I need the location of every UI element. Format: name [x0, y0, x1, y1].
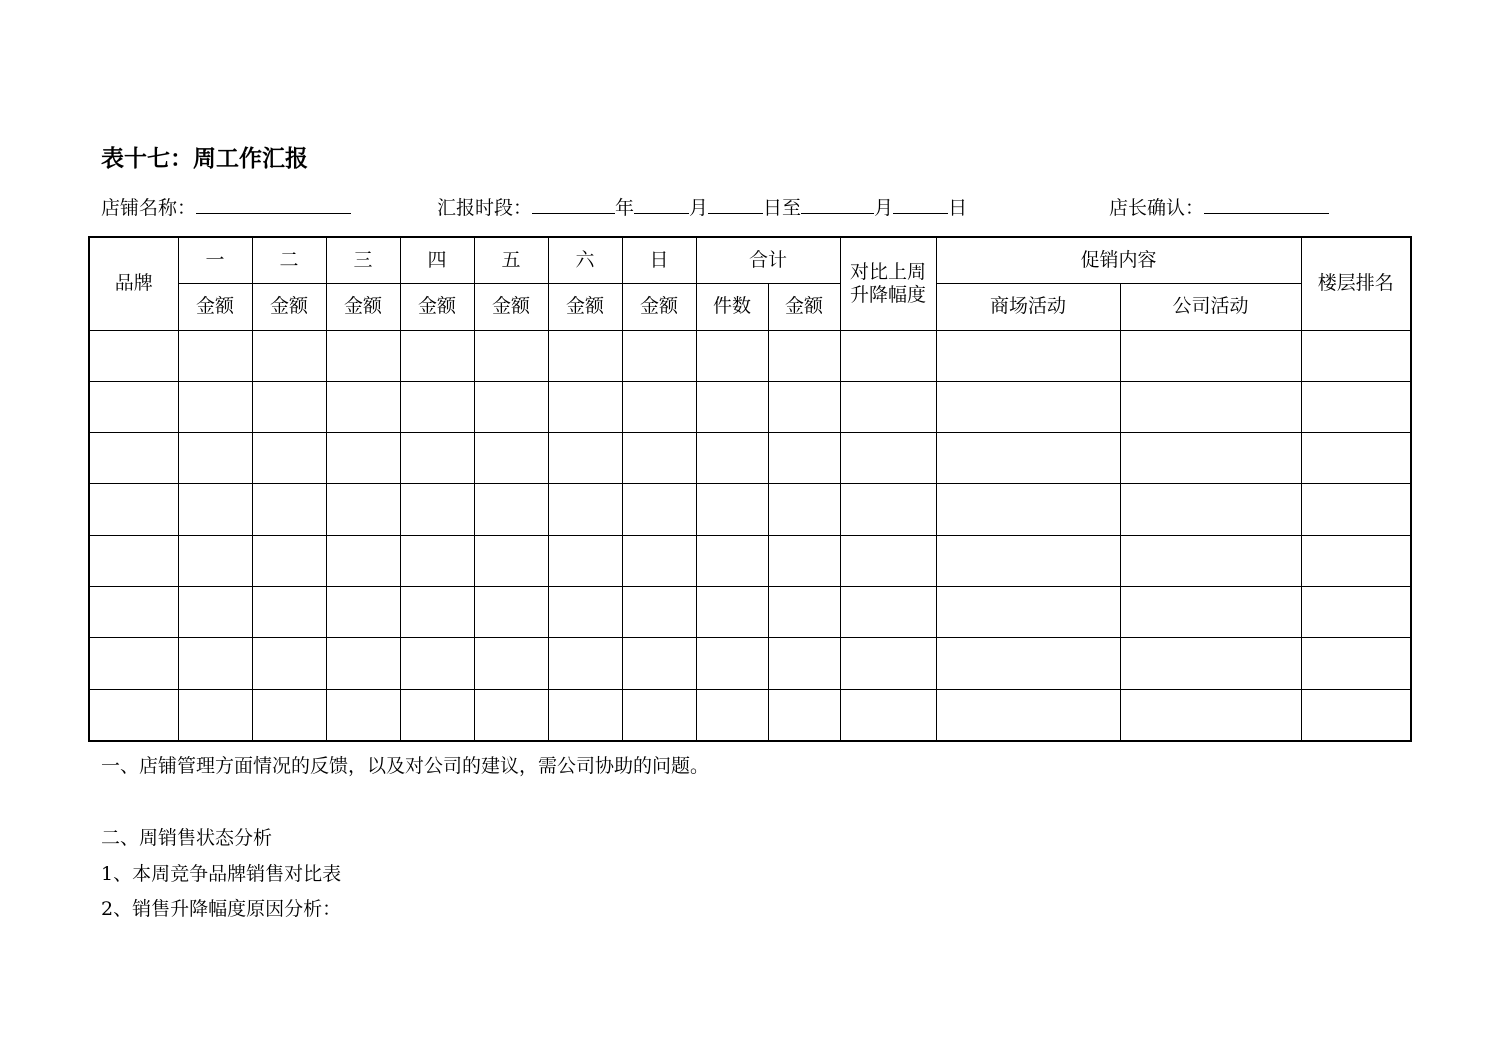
header-week-compare: 对比上周升降幅度 — [840, 237, 936, 330]
table-cell[interactable] — [548, 587, 622, 638]
table-cell[interactable] — [548, 689, 622, 741]
table-cell[interactable] — [178, 433, 252, 484]
header-day-sun: 日 — [622, 237, 696, 284]
note-sales-analysis: 二、周销售状态分析 — [101, 827, 273, 849]
table-cell[interactable] — [178, 689, 252, 741]
table-cell[interactable] — [178, 484, 252, 535]
table-cell[interactable] — [400, 587, 474, 638]
manager-confirm-blank[interactable] — [1204, 193, 1329, 214]
table-cell[interactable] — [400, 433, 474, 484]
header-day-wed: 三 — [326, 237, 400, 284]
table-cell[interactable] — [326, 638, 400, 689]
table-cell[interactable] — [936, 433, 1120, 484]
store-name-label: 店铺名称： — [101, 197, 197, 219]
table-cell[interactable] — [936, 638, 1120, 689]
table-cell[interactable] — [768, 535, 840, 586]
table-cell[interactable] — [326, 689, 400, 741]
table-cell[interactable] — [768, 638, 840, 689]
table-cell[interactable] — [326, 381, 400, 432]
table-row — [89, 587, 1411, 638]
store-name-blank[interactable] — [196, 193, 351, 214]
weekly-report-table — [88, 236, 1412, 742]
table-cell[interactable] — [326, 330, 400, 381]
table-cell[interactable] — [840, 433, 936, 484]
table-cell[interactable] — [252, 381, 326, 432]
table-cell[interactable] — [178, 638, 252, 689]
manager-confirm-label: 店长确认： — [1109, 197, 1205, 219]
table-cell[interactable] — [400, 689, 474, 741]
table-cell[interactable] — [936, 689, 1120, 741]
table-cell[interactable] — [548, 638, 622, 689]
day-to-label: 日至 — [763, 197, 802, 219]
table-cell[interactable] — [696, 433, 768, 484]
table-cell[interactable] — [400, 330, 474, 381]
table-cell[interactable] — [936, 587, 1120, 638]
header-total-count: 件数 — [696, 284, 768, 330]
table-cell[interactable] — [622, 330, 696, 381]
table-cell[interactable] — [768, 484, 840, 535]
table-cell[interactable] — [252, 484, 326, 535]
table-cell[interactable] — [840, 587, 936, 638]
table-cell[interactable] — [840, 638, 936, 689]
table-cell[interactable] — [1301, 433, 1411, 484]
table-cell[interactable] — [1120, 689, 1301, 741]
table-cell[interactable] — [326, 535, 400, 586]
table-cell[interactable] — [768, 587, 840, 638]
table-cell[interactable] — [400, 381, 474, 432]
table-row — [89, 330, 1411, 381]
table-cell[interactable] — [548, 433, 622, 484]
table-cell[interactable] — [548, 381, 622, 432]
table-row — [89, 484, 1411, 535]
table-cell[interactable] — [474, 484, 548, 535]
header-company-activity: 公司活动 — [1120, 284, 1301, 330]
table-cell[interactable] — [326, 433, 400, 484]
table-row — [89, 381, 1411, 432]
table-cell[interactable] — [768, 433, 840, 484]
table-cell[interactable] — [89, 433, 178, 484]
table-cell[interactable] — [178, 535, 252, 586]
header-total-amount: 金额 — [768, 284, 840, 330]
table-cell[interactable] — [696, 381, 768, 432]
note-feedback: 一、店铺管理方面情况的反馈，以及对公司的建议，需公司协助的问题。 — [101, 755, 710, 777]
table-cell[interactable] — [89, 330, 178, 381]
store-name-field — [101, 193, 351, 221]
table-cell[interactable] — [252, 330, 326, 381]
header-mall-activity: 商场活动 — [936, 284, 1120, 330]
table-cell[interactable] — [622, 689, 696, 741]
header-day-tue: 二 — [252, 237, 326, 284]
day-blank[interactable] — [708, 193, 763, 214]
table-cell[interactable] — [768, 381, 840, 432]
table-cell[interactable] — [840, 535, 936, 586]
table-cell[interactable] — [326, 587, 400, 638]
table-cell[interactable] — [252, 587, 326, 638]
table-cell[interactable] — [1120, 381, 1301, 432]
table-cell[interactable] — [1301, 535, 1411, 586]
header-promotion: 促销内容 — [936, 237, 1301, 284]
table-cell[interactable] — [474, 381, 548, 432]
table-cell[interactable] — [252, 689, 326, 741]
table-cell[interactable] — [474, 330, 548, 381]
table-cell[interactable] — [840, 689, 936, 741]
table-cell[interactable] — [326, 484, 400, 535]
header-day-sat: 六 — [548, 237, 622, 284]
table-cell[interactable] — [400, 638, 474, 689]
header-amount: 金额 — [622, 284, 696, 330]
end-day-label: 日 — [948, 197, 968, 219]
table-cell[interactable] — [474, 638, 548, 689]
header-amount: 金额 — [326, 284, 400, 330]
table-cell[interactable] — [548, 484, 622, 535]
month-blank[interactable] — [634, 193, 689, 214]
manager-confirm-field — [1109, 193, 1329, 221]
table-cell[interactable] — [89, 484, 178, 535]
table-cell[interactable] — [1301, 587, 1411, 638]
table-cell[interactable] — [1301, 381, 1411, 432]
table-cell[interactable] — [1120, 484, 1301, 535]
table-cell[interactable] — [936, 330, 1120, 381]
table-cell[interactable] — [840, 381, 936, 432]
table-cell[interactable] — [89, 638, 178, 689]
table-cell[interactable] — [696, 689, 768, 741]
table-cell[interactable] — [1120, 433, 1301, 484]
table-cell[interactable] — [89, 535, 178, 586]
table-cell[interactable] — [936, 535, 1120, 586]
header-amount: 金额 — [474, 284, 548, 330]
header-brand: 品牌 — [89, 237, 178, 330]
table-cell[interactable] — [1120, 638, 1301, 689]
table-cell[interactable] — [840, 484, 936, 535]
table-cell[interactable] — [622, 587, 696, 638]
table-row — [89, 535, 1411, 586]
table-cell[interactable] — [622, 381, 696, 432]
table-cell[interactable] — [548, 330, 622, 381]
header-amount: 金额 — [548, 284, 622, 330]
header-total: 合计 — [696, 237, 840, 284]
table-cell[interactable] — [622, 638, 696, 689]
report-period-field — [437, 193, 967, 221]
table-cell[interactable] — [1120, 330, 1301, 381]
table-cell[interactable] — [548, 535, 622, 586]
report-period-label: 汇报时段： — [437, 197, 533, 219]
table-cell[interactable] — [840, 330, 936, 381]
table-cell[interactable] — [400, 535, 474, 586]
header-floor-rank: 楼层排名 — [1301, 237, 1411, 330]
table-cell[interactable] — [474, 689, 548, 741]
table-cell[interactable] — [400, 484, 474, 535]
table-cell[interactable] — [1301, 689, 1411, 741]
table-row — [89, 433, 1411, 484]
table-cell[interactable] — [252, 638, 326, 689]
header-day-fri: 五 — [474, 237, 548, 284]
table-cell[interactable] — [936, 484, 1120, 535]
table-cell[interactable] — [474, 535, 548, 586]
year-label: 年 — [615, 197, 635, 219]
table-cell[interactable] — [696, 330, 768, 381]
table-cell[interactable] — [696, 484, 768, 535]
header-amount: 金额 — [252, 284, 326, 330]
table-cell[interactable] — [622, 535, 696, 586]
table-cell[interactable] — [178, 587, 252, 638]
table-cell[interactable] — [768, 689, 840, 741]
end-month-label: 月 — [874, 197, 894, 219]
table-cell[interactable] — [178, 381, 252, 432]
table-row — [89, 638, 1411, 689]
table-cell[interactable] — [696, 587, 768, 638]
header-amount: 金额 — [400, 284, 474, 330]
year-blank[interactable] — [532, 193, 615, 214]
table-cell[interactable] — [1301, 484, 1411, 535]
header-day-mon: 一 — [178, 237, 252, 284]
table-row — [89, 689, 1411, 741]
table-cell[interactable] — [252, 535, 326, 586]
table-cell[interactable] — [696, 638, 768, 689]
note-reason-analysis: 2、销售升降幅度原因分析： — [101, 898, 342, 920]
header-day-thu: 四 — [400, 237, 474, 284]
note-competitor-table: 1、本周竞争品牌销售对比表 — [101, 863, 342, 885]
page-title: 表十七：周工作汇报 — [101, 145, 308, 172]
end-month-blank[interactable] — [801, 193, 874, 214]
table-cell[interactable] — [89, 587, 178, 638]
end-day-blank[interactable] — [893, 193, 948, 214]
table-cell[interactable] — [1120, 535, 1301, 586]
month-label: 月 — [689, 197, 709, 219]
table-cell[interactable] — [622, 433, 696, 484]
table-cell[interactable] — [252, 433, 326, 484]
table-cell[interactable] — [178, 330, 252, 381]
table-cell[interactable] — [89, 689, 178, 741]
table-cell[interactable] — [89, 381, 178, 432]
table-cell[interactable] — [1301, 638, 1411, 689]
table-cell[interactable] — [936, 381, 1120, 432]
table-cell[interactable] — [768, 330, 840, 381]
table-cell[interactable] — [474, 587, 548, 638]
table-cell[interactable] — [1120, 587, 1301, 638]
table-cell[interactable] — [622, 484, 696, 535]
table-cell[interactable] — [1301, 330, 1411, 381]
table-cell[interactable] — [474, 433, 548, 484]
table-cell[interactable] — [696, 535, 768, 586]
header-amount: 金额 — [178, 284, 252, 330]
